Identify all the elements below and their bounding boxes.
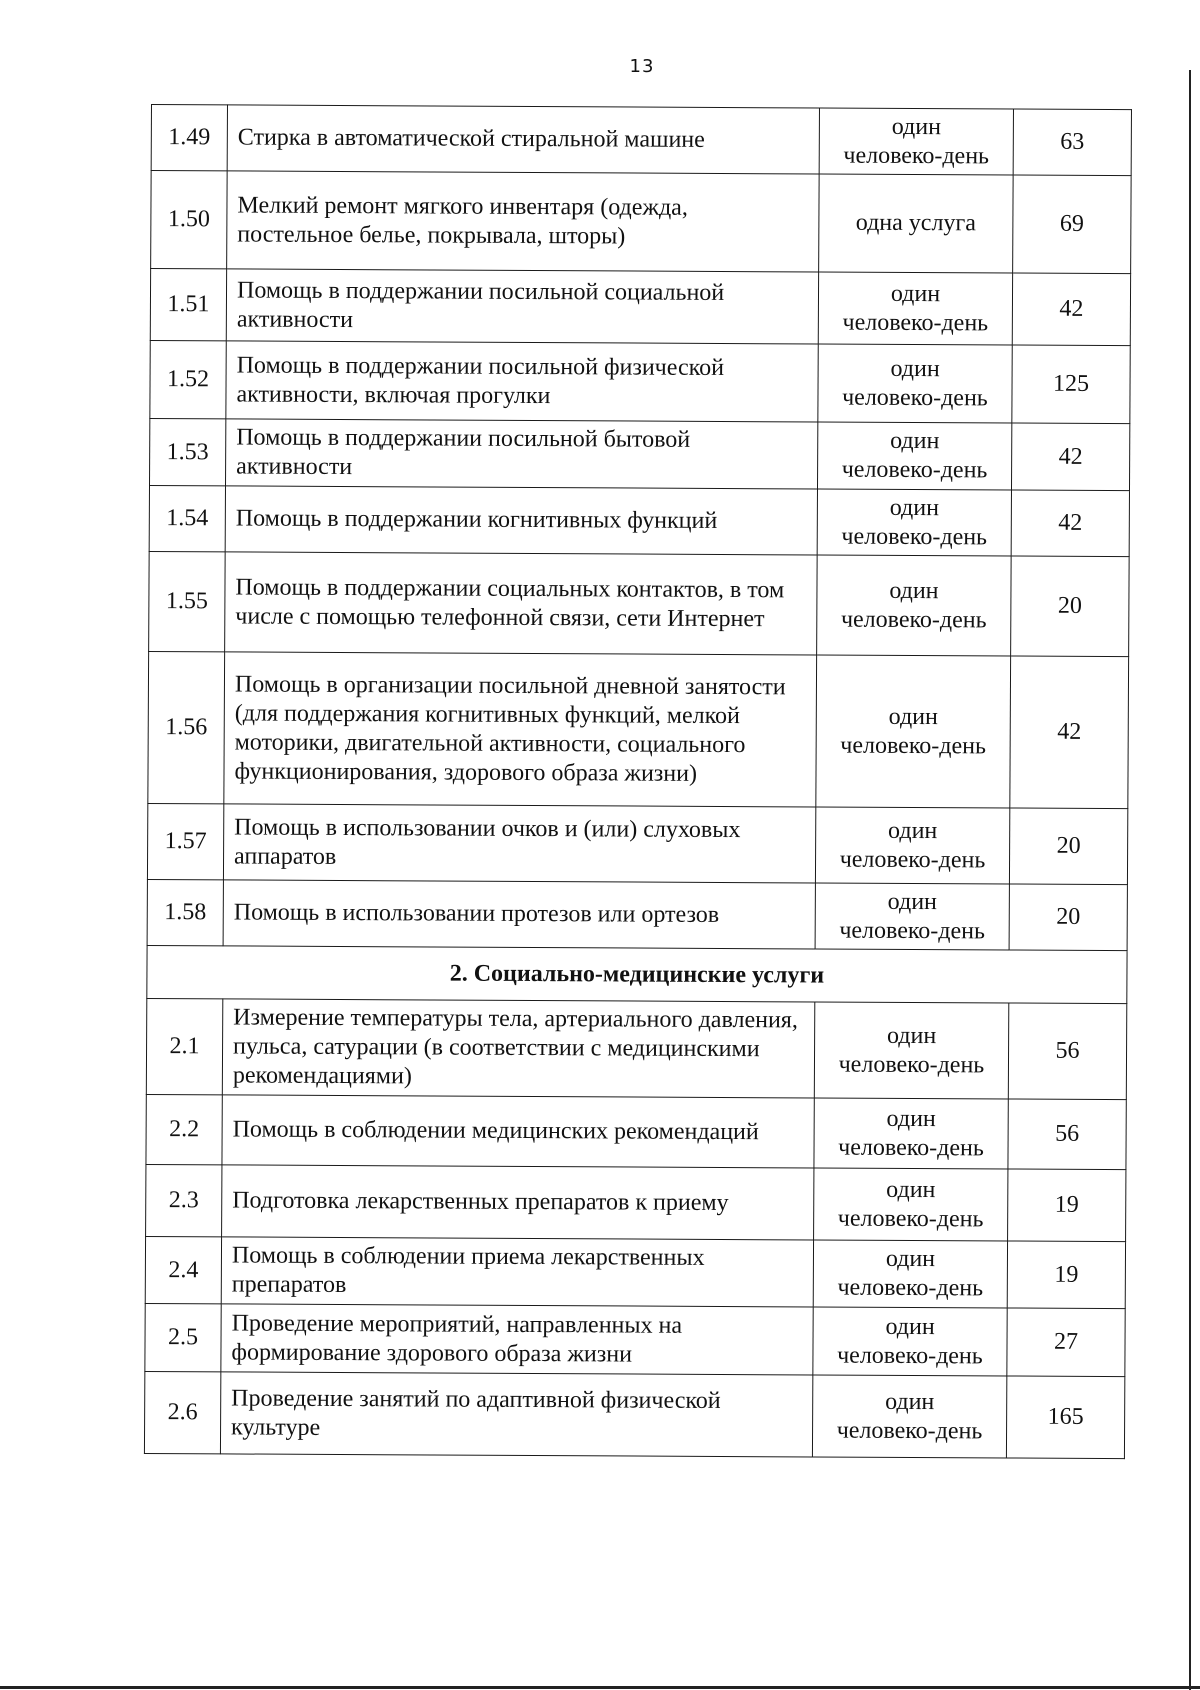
unit-line: один (886, 1105, 936, 1132)
service-name: Проведение занятий по адаптивной физической культуре (220, 1372, 812, 1457)
unit-line: человеко-день (838, 1051, 985, 1078)
service-name: Помощь в поддержании социальных контактов, в том числе с помощью телефонной связи, сети Интернет (225, 552, 818, 655)
table-row (150, 418, 1130, 490)
page-number: 13 (629, 56, 655, 77)
unit-line: один (890, 355, 940, 382)
row-number: 1.52 (150, 340, 226, 418)
unit-cell (814, 1168, 1008, 1241)
unit-cell (817, 489, 1011, 556)
unit-line: человеко-день (843, 142, 990, 169)
row-number: 1.51 (150, 269, 226, 341)
table-row (151, 171, 1131, 274)
unit-line: один (885, 1313, 935, 1340)
row-number: 2.3 (146, 1164, 222, 1236)
service-name: Подготовка лекарственных препаратов к приему (222, 1165, 814, 1240)
unit-line: один (889, 494, 940, 521)
row-number: 1.55 (149, 551, 226, 651)
unit-cell (816, 655, 1011, 808)
table-row (149, 551, 1130, 656)
unit-line: один (885, 1388, 935, 1415)
unit-cell (817, 422, 1011, 490)
unit-line: один (891, 113, 942, 140)
price-cell: 20 (1009, 884, 1127, 951)
unit-cell (813, 1240, 1007, 1308)
unit-cell (814, 1002, 1009, 1099)
table-row (145, 1303, 1125, 1376)
service-name: Помощь в соблюдении приема лекарственных препаратов (221, 1237, 813, 1307)
unit-line: человеко-день (838, 1134, 984, 1161)
service-name: Помощь в соблюдении медицинских рекомендаций (222, 1095, 814, 1168)
unit-line: один (888, 703, 938, 730)
table-row (146, 1094, 1126, 1169)
price-cell: 125 (1012, 345, 1130, 424)
service-name: Помощь в поддержании посильной социальной активности (226, 269, 818, 344)
price-cell: 42 (1011, 490, 1129, 557)
table-row (148, 651, 1129, 808)
table-row (146, 1164, 1126, 1241)
price-cell: 56 (1008, 1003, 1127, 1100)
services-table (144, 104, 1132, 1459)
unit-cell (819, 108, 1013, 175)
unit-line: человеко-день (837, 1205, 984, 1232)
service-name: Мелкий ремонт мягкого инвентаря (одежда, постельное белье, покрывала, шторы) (227, 171, 820, 272)
unit-line: один (885, 1245, 936, 1273)
unit-cell (812, 1375, 1006, 1458)
unit-cell (819, 174, 1014, 273)
price-cell: 42 (1010, 656, 1129, 809)
unit-line: человеко-день (837, 1274, 984, 1302)
unit-line: один (886, 1022, 937, 1049)
price-cell: 19 (1007, 1241, 1125, 1309)
table-row (151, 105, 1131, 176)
unit-cell (813, 1307, 1007, 1376)
unit-line: один (886, 1176, 936, 1203)
row-number: 2.1 (146, 998, 223, 1094)
table-row (144, 1371, 1124, 1458)
price-cell: 42 (1012, 273, 1130, 346)
service-name: Помощь в организации посильной дневной занятости (для поддержания когнитивных функций, мелкой моторики, двигательной активности, социального функционирования, здорового образа жизни) (224, 652, 817, 807)
row-number: 2.6 (144, 1371, 220, 1453)
section-row (147, 945, 1127, 1003)
service-name: Помощь в использовании очков и (или) слуховых аппаратов (223, 804, 815, 883)
service-name: Помощь в использовании протезов или ортезов (223, 880, 815, 949)
price-cell: 56 (1008, 1099, 1126, 1170)
unit-line: одна услуга (855, 209, 977, 237)
unit-line: один (887, 888, 938, 915)
table-row (147, 879, 1127, 950)
unit-line: человеко-день (840, 606, 987, 633)
unit-cell (814, 1098, 1008, 1169)
row-number: 1.58 (147, 879, 223, 945)
unit-line: человеко-день (841, 523, 988, 550)
unit-line: человеко-день (839, 846, 986, 873)
unit-line: человеко-день (836, 1417, 983, 1444)
service-name: Помощь в поддержании посильной бытовой активности (226, 419, 818, 489)
services-table-wrap (144, 104, 1131, 1459)
table-row (145, 1236, 1125, 1308)
unit-cell (818, 344, 1012, 423)
unit-cell (815, 883, 1009, 950)
unit-cell (815, 807, 1009, 884)
unit-line: человеко-день (842, 384, 988, 411)
table-row (150, 340, 1130, 423)
price-cell: 20 (1009, 808, 1127, 885)
row-number: 1.49 (151, 105, 227, 171)
service-name: Помощь в поддержании посильной физической активности, включая прогулки (226, 341, 818, 422)
section-heading: 2. Социально-медицинские услуги (147, 945, 1127, 1003)
unit-line: один (890, 280, 941, 307)
row-number: 1.56 (148, 651, 225, 803)
price-cell: 69 (1013, 175, 1132, 274)
service-name: Измерение температуры тела, артериального давления, пульса, сатурации (в соответствии с медицинскими рекомендациями) (222, 999, 814, 1098)
table-row (146, 998, 1126, 1099)
price-cell: 19 (1008, 1169, 1126, 1242)
unit-line: человеко-день (841, 456, 988, 484)
table-row (150, 269, 1130, 346)
row-number: 1.53 (150, 418, 226, 485)
price-cell: 63 (1013, 109, 1131, 176)
row-number: 1.54 (149, 485, 225, 551)
price-cell: 165 (1006, 1376, 1124, 1459)
service-name: Проведение мероприятий, направленных на формирование здорового образа жизни (221, 1304, 813, 1375)
table-row (149, 485, 1129, 556)
row-number: 2.2 (146, 1094, 222, 1164)
unit-cell (818, 272, 1012, 345)
unit-line: один (889, 577, 939, 604)
price-cell: 27 (1007, 1308, 1125, 1377)
unit-line: человеко-день (839, 917, 986, 944)
unit-line: человеко-день (842, 309, 989, 336)
service-name: Стирка в автоматической стиральной машине (227, 105, 819, 174)
unit-line: один (890, 427, 940, 455)
row-number: 1.57 (147, 803, 223, 879)
row-number: 1.50 (151, 171, 228, 269)
unit-line: человеко-день (837, 1342, 983, 1369)
unit-line: один (888, 817, 938, 844)
price-cell: 20 (1011, 556, 1130, 657)
service-name: Помощь в поддержании когнитивных функций (225, 486, 817, 555)
scan-edge-bottom (0, 1686, 1200, 1689)
unit-line: человеко-день (840, 732, 987, 759)
unit-cell (817, 555, 1012, 656)
scan-edge-right (1189, 70, 1191, 1690)
price-cell: 42 (1011, 423, 1129, 491)
table-row (147, 803, 1127, 884)
row-number: 2.4 (145, 1236, 221, 1303)
row-number: 2.5 (145, 1303, 221, 1371)
